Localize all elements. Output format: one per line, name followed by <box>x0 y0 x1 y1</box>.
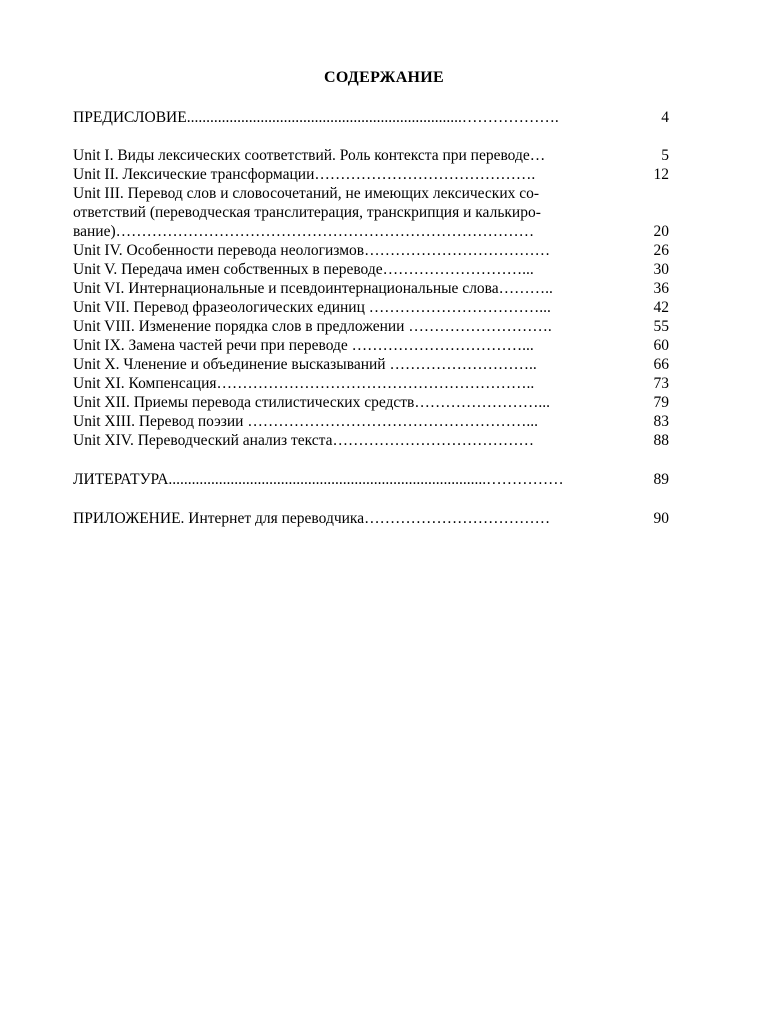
toc-page-number: 20 <box>653 223 669 240</box>
toc-entry-unit-3 <box>73 184 669 241</box>
toc-page-number: 55 <box>653 318 669 335</box>
toc-entry-unit-11 <box>73 374 669 393</box>
toc-entry-preface <box>73 108 669 127</box>
toc-entry-text: ЛИТЕРАТУРА..................................................................................…………… <box>73 471 564 488</box>
toc-page-number: 5 <box>661 147 669 164</box>
toc-page-number: 90 <box>653 510 669 527</box>
page-title: СОДЕРЖАНИЕ <box>323 69 445 86</box>
toc-entry-unit-5 <box>73 260 669 279</box>
toc-page-number: 79 <box>653 394 669 411</box>
toc-page-number: 83 <box>653 413 669 430</box>
toc-page-number: 60 <box>653 337 669 354</box>
spacer <box>73 127 669 146</box>
toc-entry-text-line: вание)……………………………………………………………………… <box>73 223 535 240</box>
toc-entry-text: ПРЕДИСЛОВИЕ.......................................................................………………. <box>73 109 559 126</box>
spacer <box>73 450 669 470</box>
toc-page-number: 89 <box>653 471 669 488</box>
toc-entry-text: Unit VIII. Изменение порядка слов в предложении ………………………. <box>73 318 552 335</box>
toc-entry-text-line: Unit III. Перевод слов и словосочетаний, не имеющих лексических со- <box>73 185 540 202</box>
toc-entry-literature <box>73 470 669 489</box>
toc-entry-unit-14 <box>73 431 669 450</box>
toc-entry-unit-7 <box>73 298 669 317</box>
toc-page-number: 36 <box>653 280 669 297</box>
toc-entry-text: Unit VI. Интернациональные и псевдоинтернациональные слова……….. <box>73 280 553 297</box>
toc-page-number: 12 <box>653 166 669 183</box>
toc-entry-unit-4 <box>73 241 669 260</box>
toc-page-number: 73 <box>653 375 669 392</box>
toc-entry-text: ПРИЛОЖЕНИЕ. Интернет для переводчика……………………………… <box>73 510 551 527</box>
toc-entry-unit-12 <box>73 393 669 412</box>
toc-entry-unit-13 <box>73 412 669 431</box>
toc-entry-text: Unit II. Лексические трансформации……………………………………. <box>73 166 536 183</box>
toc-entry-text-line: ответствий (переводческая транслитерация, транскрипция и калькиро- <box>73 204 541 221</box>
toc-entry-text: Unit XIII. Перевод поэзии ………………………………………………... <box>73 413 538 430</box>
toc-entry-text: Unit I. Виды лексических соответствий. Роль контекста при переводе… <box>73 147 546 164</box>
toc-entry-unit-9 <box>73 336 669 355</box>
toc-entry-unit-2 <box>73 165 669 184</box>
table-of-contents <box>73 108 669 528</box>
toc-entry-text: Unit XIV. Переводческий анализ текста………………………………… <box>73 432 535 449</box>
toc-entry-text: Unit V. Передача имен собственных в переводе………………………... <box>73 261 534 278</box>
toc-entry-unit-6 <box>73 279 669 298</box>
toc-entry-text: Unit X. Членение и объединение высказываний ……………………….. <box>73 356 537 373</box>
toc-entry-text: Unit XII. Приемы перевода стилистических средств……………………... <box>73 394 550 411</box>
toc-entry-unit-1 <box>73 146 669 165</box>
toc-page-number: 66 <box>653 356 669 373</box>
toc-entry-appendix <box>73 509 669 528</box>
toc-page-number: 42 <box>653 299 669 316</box>
toc-entry-unit-8 <box>73 317 669 336</box>
toc-page-number: 4 <box>661 109 669 126</box>
toc-entry-text: Unit IV. Особенности перевода неологизмов……………………………… <box>73 242 551 259</box>
toc-page-number: 88 <box>653 432 669 449</box>
spacer <box>73 489 669 509</box>
toc-entry-text: Unit VII. Перевод фразеологических единиц ……………………………... <box>73 299 551 316</box>
toc-entry-unit-10 <box>73 355 669 374</box>
toc-page-number: 26 <box>653 242 669 259</box>
toc-entry-text: Unit IX. Замена частей речи при переводе ……………………………... <box>73 337 534 354</box>
toc-entry-text: Unit XI. Компенсация…………………………………………………….. <box>73 375 535 392</box>
toc-page-number: 30 <box>653 261 669 278</box>
